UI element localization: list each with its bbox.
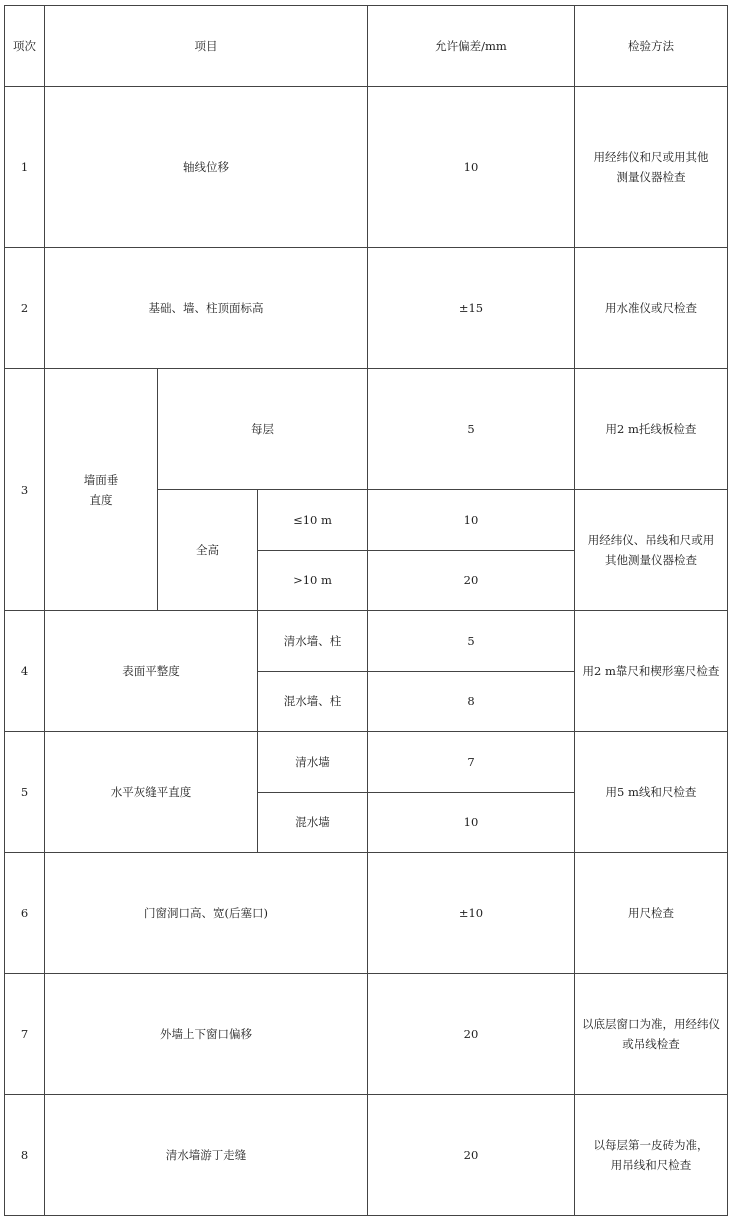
table-row xyxy=(5,87,728,248)
row-tolerance: 20 xyxy=(368,550,575,611)
header-row xyxy=(5,6,728,87)
row-tolerance: 7 xyxy=(368,732,575,793)
sub-item: 清水墙 xyxy=(258,732,368,793)
row-no: 3 xyxy=(5,369,45,611)
row-no: 8 xyxy=(5,1095,45,1216)
row-tolerance: 10 xyxy=(368,87,575,248)
tolerance-table xyxy=(4,5,728,1216)
row-item: 门窗洞口高、宽(后塞口) xyxy=(45,853,368,974)
header-no: 项次 xyxy=(5,6,45,87)
table-row xyxy=(5,611,728,672)
header-tolerance: 允许偏差/mm xyxy=(368,6,575,87)
row-no: 4 xyxy=(5,611,45,732)
row-method: 用2 m托线板检查 xyxy=(575,369,728,490)
row-tolerance: 20 xyxy=(368,974,575,1095)
sub-item: 混水墙、柱 xyxy=(258,671,368,732)
row-method: 用5 m线和尺检查 xyxy=(575,732,728,853)
header-item: 项目 xyxy=(45,6,368,87)
row-no: 2 xyxy=(5,248,45,369)
table-row xyxy=(5,732,728,793)
sub-item: 清水墙、柱 xyxy=(258,611,368,672)
sub-item-gt10: >10 m xyxy=(258,550,368,611)
row-method: 用水准仪或尺检查 xyxy=(575,248,728,369)
sub-item-per-floor: 每层 xyxy=(158,369,368,490)
row-tolerance: 5 xyxy=(368,369,575,490)
header-method: 检验方法 xyxy=(575,6,728,87)
row-tolerance: ±10 xyxy=(368,853,575,974)
table-row xyxy=(5,974,728,1095)
row-method: 以每层第一皮砖为准， 用吊线和尺检查 xyxy=(575,1095,728,1216)
row-no: 5 xyxy=(5,732,45,853)
row-tolerance: 10 xyxy=(368,792,575,853)
row-tolerance: 5 xyxy=(368,611,575,672)
row-item: 表面平整度 xyxy=(45,611,258,732)
sub-item-le10: ≤10 m xyxy=(258,490,368,551)
row-item: 墙面垂 直度 xyxy=(45,369,158,611)
row-item: 基础、墙、柱顶面标高 xyxy=(45,248,368,369)
row-method: 用尺检查 xyxy=(575,853,728,974)
row-item: 水平灰缝平直度 xyxy=(45,732,258,853)
table-row xyxy=(5,1095,728,1216)
row-method: 以底层窗口为准，用经纬仪 或吊线检查 xyxy=(575,974,728,1095)
table-row xyxy=(5,369,728,490)
row-tolerance: ±15 xyxy=(368,248,575,369)
row-tolerance: 20 xyxy=(368,1095,575,1216)
row-tolerance: 8 xyxy=(368,671,575,732)
row-no: 1 xyxy=(5,87,45,248)
table-row xyxy=(5,853,728,974)
row-item: 外墙上下窗口偏移 xyxy=(45,974,368,1095)
row-no: 6 xyxy=(5,853,45,974)
sub-item-full-height: 全高 xyxy=(158,490,258,611)
row-method: 用经纬仪、吊线和尺或用 其他测量仪器检查 xyxy=(575,490,728,611)
row-item: 轴线位移 xyxy=(45,87,368,248)
row-no: 7 xyxy=(5,974,45,1095)
row-method: 用2 m靠尺和楔形塞尺检查 xyxy=(575,611,728,732)
table-row xyxy=(5,248,728,369)
row-item: 清水墙游丁走缝 xyxy=(45,1095,368,1216)
sub-item: 混水墙 xyxy=(258,792,368,853)
row-tolerance: 10 xyxy=(368,490,575,551)
row-method: 用经纬仪和尺或用其他 测量仪器检查 xyxy=(575,87,728,248)
